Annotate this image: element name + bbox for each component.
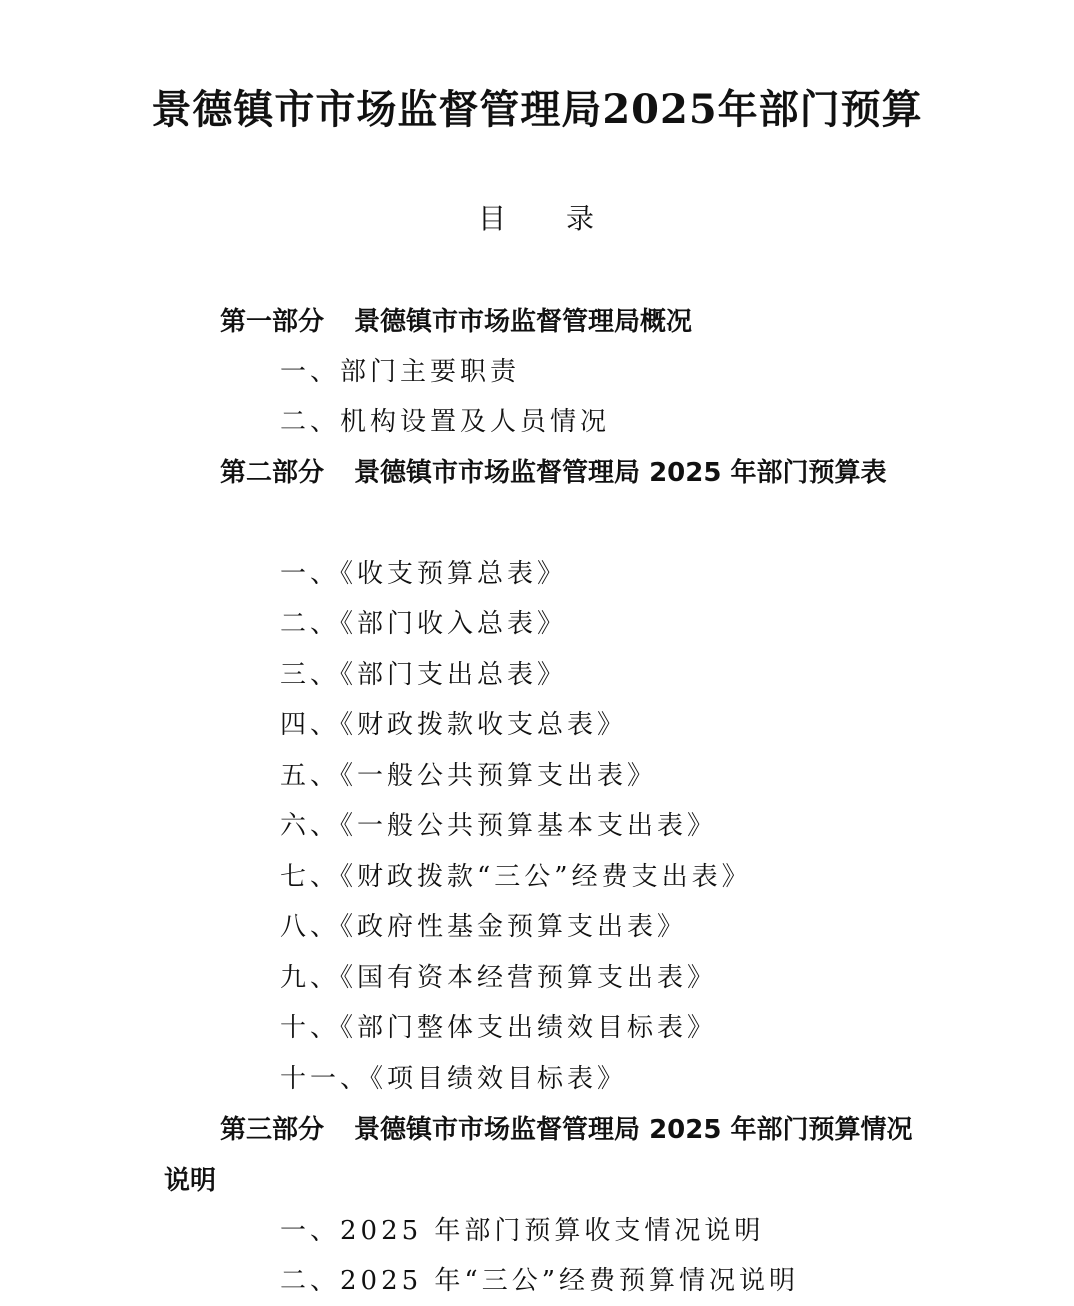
toc-item[interactable]: 三、《部门支出总表》 bbox=[280, 660, 568, 690]
part-label: 第三部分 bbox=[220, 1115, 325, 1145]
toc-item[interactable]: 一、部门主要职责 bbox=[280, 357, 521, 387]
toc-item[interactable]: 九、《国有资本经营预算支出表》 bbox=[280, 963, 718, 993]
toc-heading bbox=[0, 196, 1074, 242]
toc-item[interactable]: 二、机构设置及人员情况 bbox=[280, 407, 611, 437]
toc-item[interactable]: 十一、《项目绩效目标表》 bbox=[280, 1064, 628, 1094]
toc-item[interactable]: 十、《部门整体支出绩效目标表》 bbox=[280, 1013, 718, 1043]
part-title: 景德镇市市场监督管理局概况 bbox=[354, 307, 693, 337]
toc-item[interactable]: 六、《一般公共预算基本支出表》 bbox=[280, 811, 718, 841]
toc-part-3[interactable] bbox=[164, 1105, 924, 1206]
toc-part-2[interactable] bbox=[164, 448, 924, 499]
toc-item[interactable]: 八、《政府性基金预算支出表》 bbox=[280, 912, 688, 942]
toc-item[interactable]: 一、2025 年部门预算收支情况说明 bbox=[280, 1216, 765, 1246]
toc-item[interactable]: 一、《收支预算总表》 bbox=[280, 559, 568, 589]
part-label: 第二部分 bbox=[220, 458, 325, 488]
part-label: 第一部分 bbox=[220, 307, 325, 337]
toc-part-1[interactable] bbox=[164, 297, 924, 348]
part-title: 景德镇市市场监督管理局 2025 年部门预算表 bbox=[354, 458, 887, 488]
toc-item[interactable]: 二、2025 年“三公”经费预算情况说明 bbox=[280, 1266, 800, 1296]
toc-item[interactable]: 七、《财政拨款“三公”经费支出表》 bbox=[280, 862, 752, 892]
toc-item[interactable]: 二、《部门收入总表》 bbox=[280, 609, 568, 639]
toc-heading-char-1: 目 bbox=[477, 202, 508, 235]
document-title: 景德镇市市场监督管理局2025年部门预算 bbox=[151, 86, 923, 133]
part-title: 景德镇市市场监督管理局 2025 年部门预算情况说明 bbox=[164, 1115, 913, 1196]
toc-item[interactable]: 四、《财政拨款收支总表》 bbox=[280, 710, 628, 740]
toc-heading-char-2: 录 bbox=[566, 202, 597, 235]
toc-item[interactable]: 五、《一般公共预算支出表》 bbox=[280, 761, 658, 791]
